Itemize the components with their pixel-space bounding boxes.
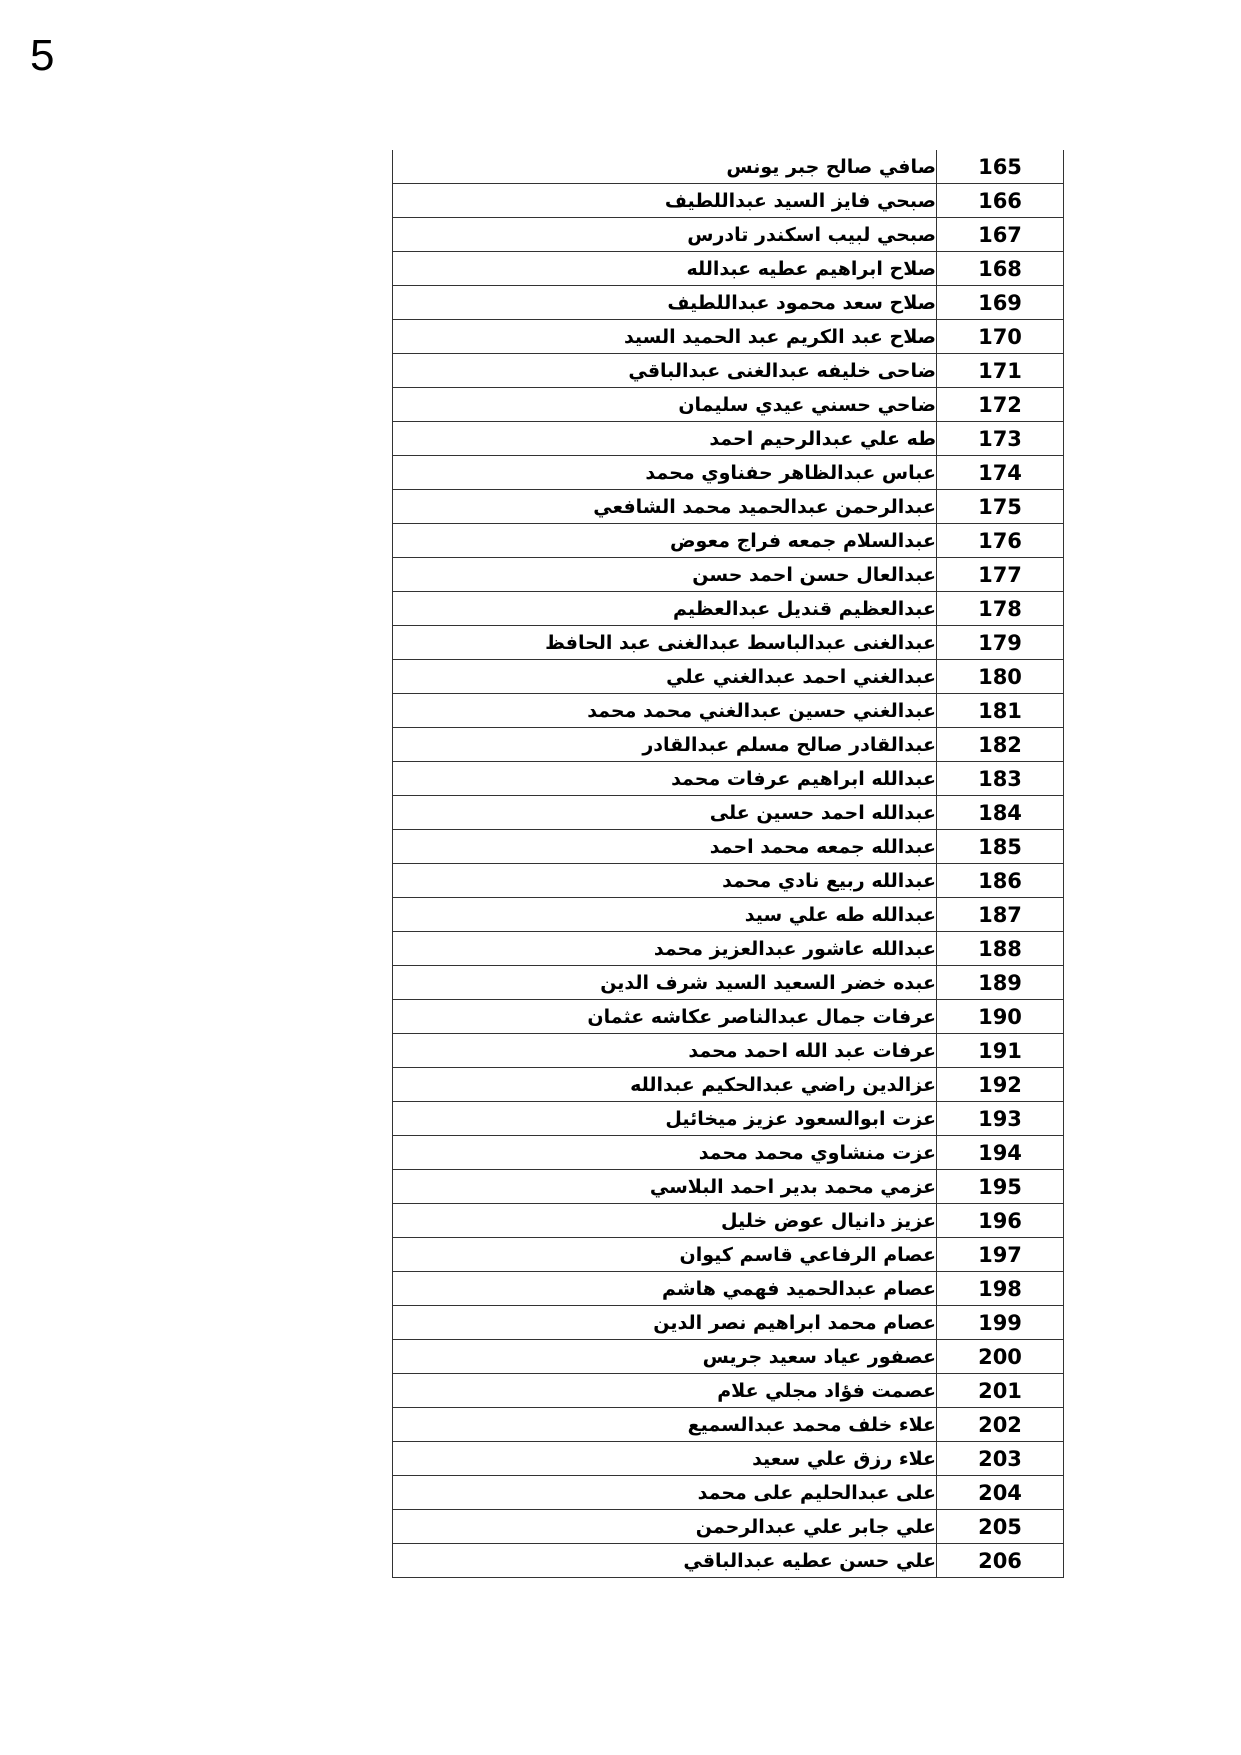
name-cell: عبدالسلام جمعه فراج معوض [393,524,937,558]
table-row [393,320,1064,354]
name-cell: عبدالله ابراهيم عرفات محمد [393,762,937,796]
name-cell: عبدالله ربيع نادي محمد [393,864,937,898]
name-cell: على عبدالحليم على محمد [393,1476,937,1510]
serial-number-cell: 195 [937,1170,1064,1204]
serial-number-cell: 205 [937,1510,1064,1544]
table-row [393,1136,1064,1170]
name-cell: عبده خضر السعيد السيد شرف الدين [393,966,937,1000]
name-cell: عزت منشاوي محمد محمد [393,1136,937,1170]
table-row [393,1272,1064,1306]
table-row [393,1340,1064,1374]
serial-number-cell: 172 [937,388,1064,422]
name-cell: عبدالغني حسين عبدالغني محمد محمد [393,694,937,728]
table-row [393,1170,1064,1204]
table-row [393,1306,1064,1340]
serial-number-cell: 190 [937,1000,1064,1034]
table-row [393,286,1064,320]
name-cell: عبدالغني احمد عبدالغني علي [393,660,937,694]
name-cell: عبدالغنى عبدالباسط عبدالغنى عبد الحافظ [393,626,937,660]
table-row [393,660,1064,694]
name-cell: عصام الرفاعي قاسم كيوان [393,1238,937,1272]
table-row [393,762,1064,796]
serial-number-cell: 187 [937,898,1064,932]
table-row [393,1102,1064,1136]
table-row [393,558,1064,592]
table-row [393,388,1064,422]
table-row [393,1442,1064,1476]
table-row [393,796,1064,830]
serial-number-cell: 186 [937,864,1064,898]
table-row [393,966,1064,1000]
name-cell: عصفور عياد سعيد جريس [393,1340,937,1374]
serial-number-cell: 202 [937,1408,1064,1442]
name-cell: علي جابر علي عبدالرحمن [393,1510,937,1544]
name-cell: عبدالله عاشور عبدالعزيز محمد [393,932,937,966]
serial-number-cell: 185 [937,830,1064,864]
name-cell: صلاح سعد محمود عبداللطيف [393,286,937,320]
serial-number-cell: 171 [937,354,1064,388]
serial-number-cell: 200 [937,1340,1064,1374]
table-row [393,1204,1064,1238]
name-cell: عبدالله احمد حسين على [393,796,937,830]
serial-number-cell: 204 [937,1476,1064,1510]
name-cell: عبدالقادر صالح مسلم عبدالقادر [393,728,937,762]
serial-number-cell: 180 [937,660,1064,694]
name-cell: صلاح عبد الكريم عبد الحميد السيد [393,320,937,354]
serial-number-cell: 198 [937,1272,1064,1306]
table-row [393,932,1064,966]
serial-number-cell: 168 [937,252,1064,286]
serial-number-cell: 194 [937,1136,1064,1170]
serial-number-cell: 166 [937,184,1064,218]
name-cell: عبدالرحمن عبدالحميد محمد الشافعي [393,490,937,524]
name-cell: عبدالعظيم قنديل عبدالعظيم [393,592,937,626]
table-row [393,1374,1064,1408]
serial-number-cell: 181 [937,694,1064,728]
serial-number-cell: 199 [937,1306,1064,1340]
name-cell: عصام عبدالحميد فهمي هاشم [393,1272,937,1306]
name-cell: عرفات عبد الله احمد محمد [393,1034,937,1068]
table-row [393,694,1064,728]
name-cell: عزيز دانيال عوض خليل [393,1204,937,1238]
name-cell: عصام محمد ابراهيم نصر الدين [393,1306,937,1340]
name-cell: صلاح ابراهيم عطيه عبدالله [393,252,937,286]
serial-number-cell: 189 [937,966,1064,1000]
table-row [393,252,1064,286]
serial-number-cell: 175 [937,490,1064,524]
serial-number-cell: 178 [937,592,1064,626]
page-number: 5 [30,31,55,80]
name-cell: عبدالله جمعه محمد احمد [393,830,937,864]
table-row [393,1408,1064,1442]
names-table-body [393,150,1064,1578]
table-row [393,1238,1064,1272]
serial-number-cell: 173 [937,422,1064,456]
serial-number-cell: 165 [937,150,1064,184]
serial-number-cell: 179 [937,626,1064,660]
table-row [393,184,1064,218]
serial-number-cell: 197 [937,1238,1064,1272]
table-row [393,1476,1064,1510]
serial-number-cell: 182 [937,728,1064,762]
table-row [393,898,1064,932]
name-cell: عصمت فؤاد مجلي علام [393,1374,937,1408]
table-row [393,592,1064,626]
table-row [393,1034,1064,1068]
serial-number-cell: 184 [937,796,1064,830]
name-cell: صبحي فايز السيد عبداللطيف [393,184,937,218]
name-cell: صبحي لبيب اسكندر تادرس [393,218,937,252]
name-cell: ضاحي حسني عيدي سليمان [393,388,937,422]
name-cell: علاء رزق علي سعيد [393,1442,937,1476]
table-row [393,1000,1064,1034]
name-cell: عرفات جمال عبدالناصر عكاشه عثمان [393,1000,937,1034]
name-cell: عباس عبدالظاهر حفناوي محمد [393,456,937,490]
serial-number-cell: 169 [937,286,1064,320]
serial-number-cell: 167 [937,218,1064,252]
serial-number-cell: 193 [937,1102,1064,1136]
serial-number-cell: 188 [937,932,1064,966]
serial-number-cell: 203 [937,1442,1064,1476]
table-row [393,1544,1064,1578]
serial-number-cell: 174 [937,456,1064,490]
serial-number-cell: 206 [937,1544,1064,1578]
name-cell: ضاحى خليفه عبدالغنى عبدالباقي [393,354,937,388]
table-row [393,354,1064,388]
table-row [393,524,1064,558]
serial-number-cell: 177 [937,558,1064,592]
name-cell: علي حسن عطيه عبدالباقي [393,1544,937,1578]
table-row [393,456,1064,490]
table-row [393,422,1064,456]
serial-number-cell: 191 [937,1034,1064,1068]
name-cell: عزت ابوالسعود عزيز ميخائيل [393,1102,937,1136]
table-row [393,1510,1064,1544]
serial-number-cell: 176 [937,524,1064,558]
table-row [393,864,1064,898]
table-row [393,490,1064,524]
name-cell: صافي صالح جبر يونس [393,150,937,184]
names-table [392,150,1064,1578]
table-row [393,626,1064,660]
table-row [393,218,1064,252]
serial-number-cell: 201 [937,1374,1064,1408]
table-row [393,1068,1064,1102]
name-cell: علاء خلف محمد عبدالسميع [393,1408,937,1442]
table-row [393,150,1064,184]
name-cell: عبدالعال حسن احمد حسن [393,558,937,592]
table-row [393,728,1064,762]
name-cell: عبدالله طه علي سيد [393,898,937,932]
name-cell: طه علي عبدالرحيم احمد [393,422,937,456]
name-cell: عزمي محمد بدير احمد البلاسي [393,1170,937,1204]
serial-number-cell: 170 [937,320,1064,354]
name-cell: عزالدين راضي عبدالحكيم عبدالله [393,1068,937,1102]
serial-number-cell: 183 [937,762,1064,796]
serial-number-cell: 196 [937,1204,1064,1238]
serial-number-cell: 192 [937,1068,1064,1102]
table-row [393,830,1064,864]
